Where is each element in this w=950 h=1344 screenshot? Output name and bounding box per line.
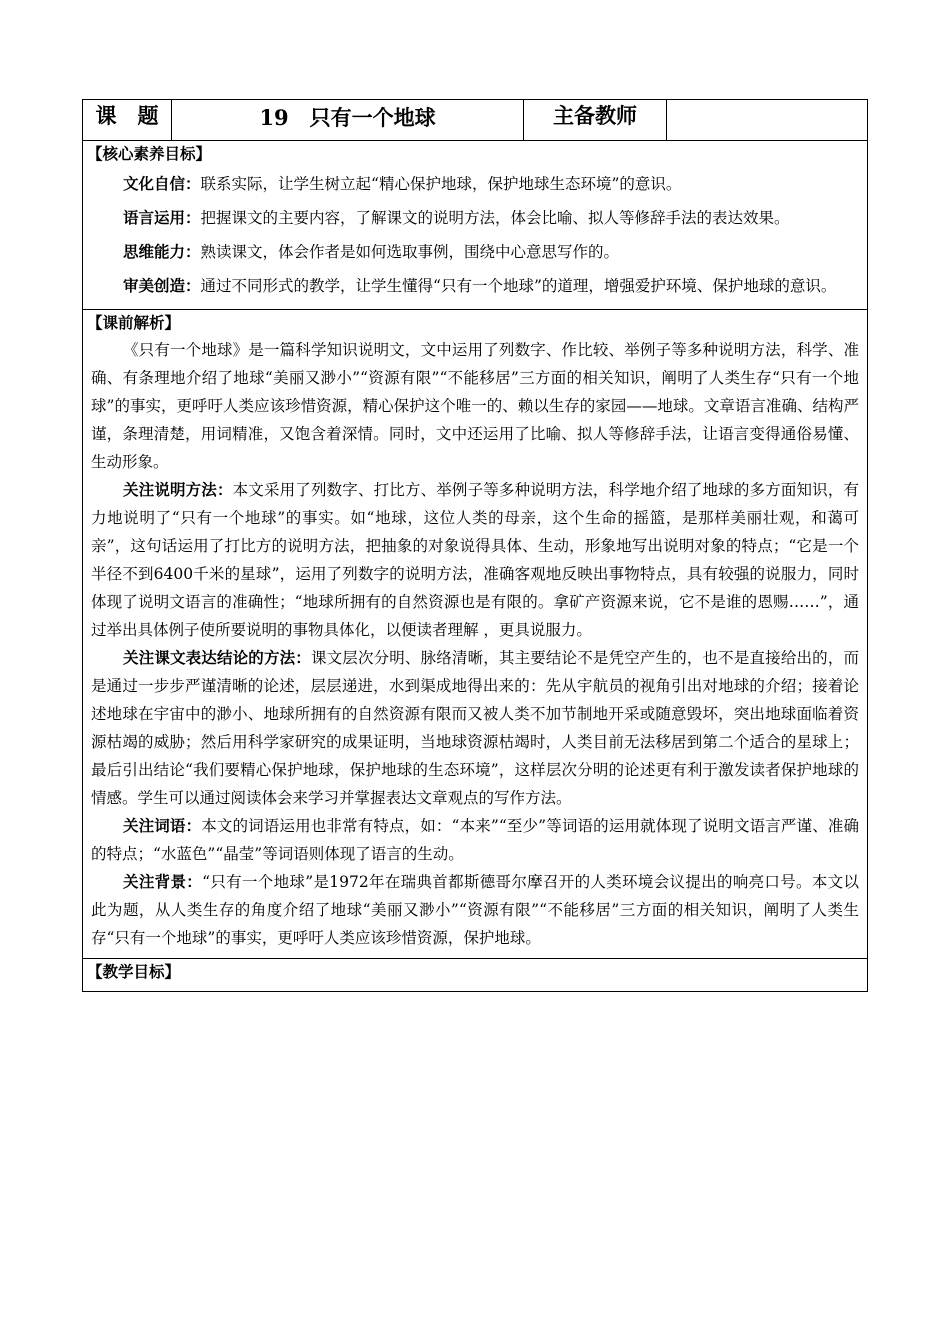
analysis-item-text: 本文采用了列数字、打比方、举例子等多种说明方法，科学地介绍了地球的多方面知识，有力地说明了“只有一个地球”的事实。如“地球，这位人类的母亲，这个生命的摇篮，是那样美丽壮观，和蔼可亲”，这句话运用了打比方的说明方法，把抽象的对象说得具体、生动，形象地写出说明对象的特点；“它是一个半径不到6400千米的星球”，运用了列数字的说明方法，准确客观地反映出事物特点，具有较强的说服力，同时体现了说明文语言的准确性；“地球所拥有的自然资源也是有限的。拿矿产资源来说，它不是谁的恩赐……”，通过举出具体例子使所要说明的事物具体化，以便读者理解 ，更具说服力。 [91, 481, 859, 639]
lesson-plan-table [82, 99, 868, 992]
core-item-label: 思维能力： [123, 242, 201, 261]
teacher-value [667, 100, 868, 141]
core-item [91, 235, 859, 269]
analysis-item-label: 关注课文表达结论的方法： [123, 648, 311, 667]
core-section-row [83, 141, 868, 310]
analysis-section-title: 【课前解析】 [87, 313, 181, 332]
teacher-label: 主备教师 [524, 100, 667, 141]
analysis-item-label: 关注说明方法： [123, 480, 233, 499]
core-section-title: 【核心素养目标】 [87, 144, 212, 163]
goals-section-title: 【教学目标】 [87, 962, 181, 981]
core-item-label: 文化自信： [123, 174, 201, 193]
core-item-text: 熟读课文，体会作者是如何选取事例，围绕中心意思写作的。 [200, 243, 620, 261]
core-section [83, 141, 868, 310]
core-item-text: 联系实际，让学生树立起“精心保护地球，保护地球生态环境”的意识。 [200, 175, 682, 193]
analysis-item-label: 关注词语： [123, 816, 202, 835]
analysis-item-text: 本文的词语运用也非常有特点，如：“本来”“至少”等词语的运用就体现了说明文语言严谨、准确的特点；“水蓝色”“晶莹”等词语则体现了语言的生动。 [91, 817, 859, 863]
analysis-item [91, 644, 859, 812]
analysis-section-row [83, 310, 868, 959]
analysis-item-text: “只有一个地球”是1972年在瑞典首都斯德哥尔摩召开的人类环境会议提出的响亮口号。本文以此为题，从人类生存的角度介绍了地球“美丽又渺小”“资源有限”“不能移居”三方面的相关知识，阐明了人类生存“只有一个地球”的事实，更呼吁人类应该珍惜资源，保护地球。 [91, 873, 859, 947]
analysis-intro: 《只有一个地球》是一篇科学知识说明文，文中运用了列数字、作比较、举例子等多种说明方法，科学、准确、有条理地介绍了地球“美丽又渺小”“资源有限”“不能移居”三方面的相关知识，阐明了人类生存“只有一个地球”的事实，更呼吁人类应该珍惜资源，精心保护这个唯一的、赖以生存的家园——地球。文章语言准确、结构严谨，条理清楚，用词精准，又饱含着深情。同时，文中还运用了比喻、拟人等修辞手法，让语言变得通俗易懂、生动形象。 [91, 341, 859, 471]
core-item-label: 语言运用： [123, 208, 201, 227]
core-item-text: 把握课文的主要内容，了解课文的说明方法，体会比喻、拟人等修辞手法的表达效果。 [200, 209, 790, 227]
goals-section [83, 959, 868, 992]
goals-section-row [83, 959, 868, 992]
analysis-section [83, 310, 868, 959]
core-item [91, 201, 859, 235]
header-row [83, 100, 868, 141]
core-item [91, 167, 859, 201]
core-item-label: 审美创造： [123, 276, 201, 295]
course-label: 课 题 [83, 100, 172, 141]
analysis-item [91, 476, 859, 644]
analysis-item-label: 关注背景： [123, 872, 203, 891]
analysis-item [91, 868, 859, 952]
core-item-text: 通过不同形式的教学，让学生懂得“只有一个地球”的道理，增强爱护环境、保护地球的意识。 [200, 277, 837, 295]
lesson-title: 19 只有一个地球 [172, 100, 524, 141]
core-item [91, 269, 859, 303]
analysis-item-text: 课文层次分明、脉络清晰，其主要结论不是凭空产生的，也不是直接给出的，而是通过一步步严谨清晰的论述，层层递进，水到渠成地得出来的：先从宇航员的视角引出对地球的介绍；接着论述地球在宇宙中的渺小、地球所拥有的自然资源有限而又被人类不加节制地开采或随意毁坏，突出地球面临着资源枯竭的威胁；然后用科学家研究的成果证明，当地球资源枯竭时，人类目前无法移居到第二个适合的星球上；最后引出结论“我们要精心保护地球，保护地球的生态环境”，这样层次分明的论述更有利于激发读者保护地球的情感。学生可以通过阅读体会来学习并掌握表达文章观点的写作方法。 [91, 649, 859, 807]
lesson-plan-page [82, 99, 868, 992]
analysis-item [91, 812, 859, 868]
